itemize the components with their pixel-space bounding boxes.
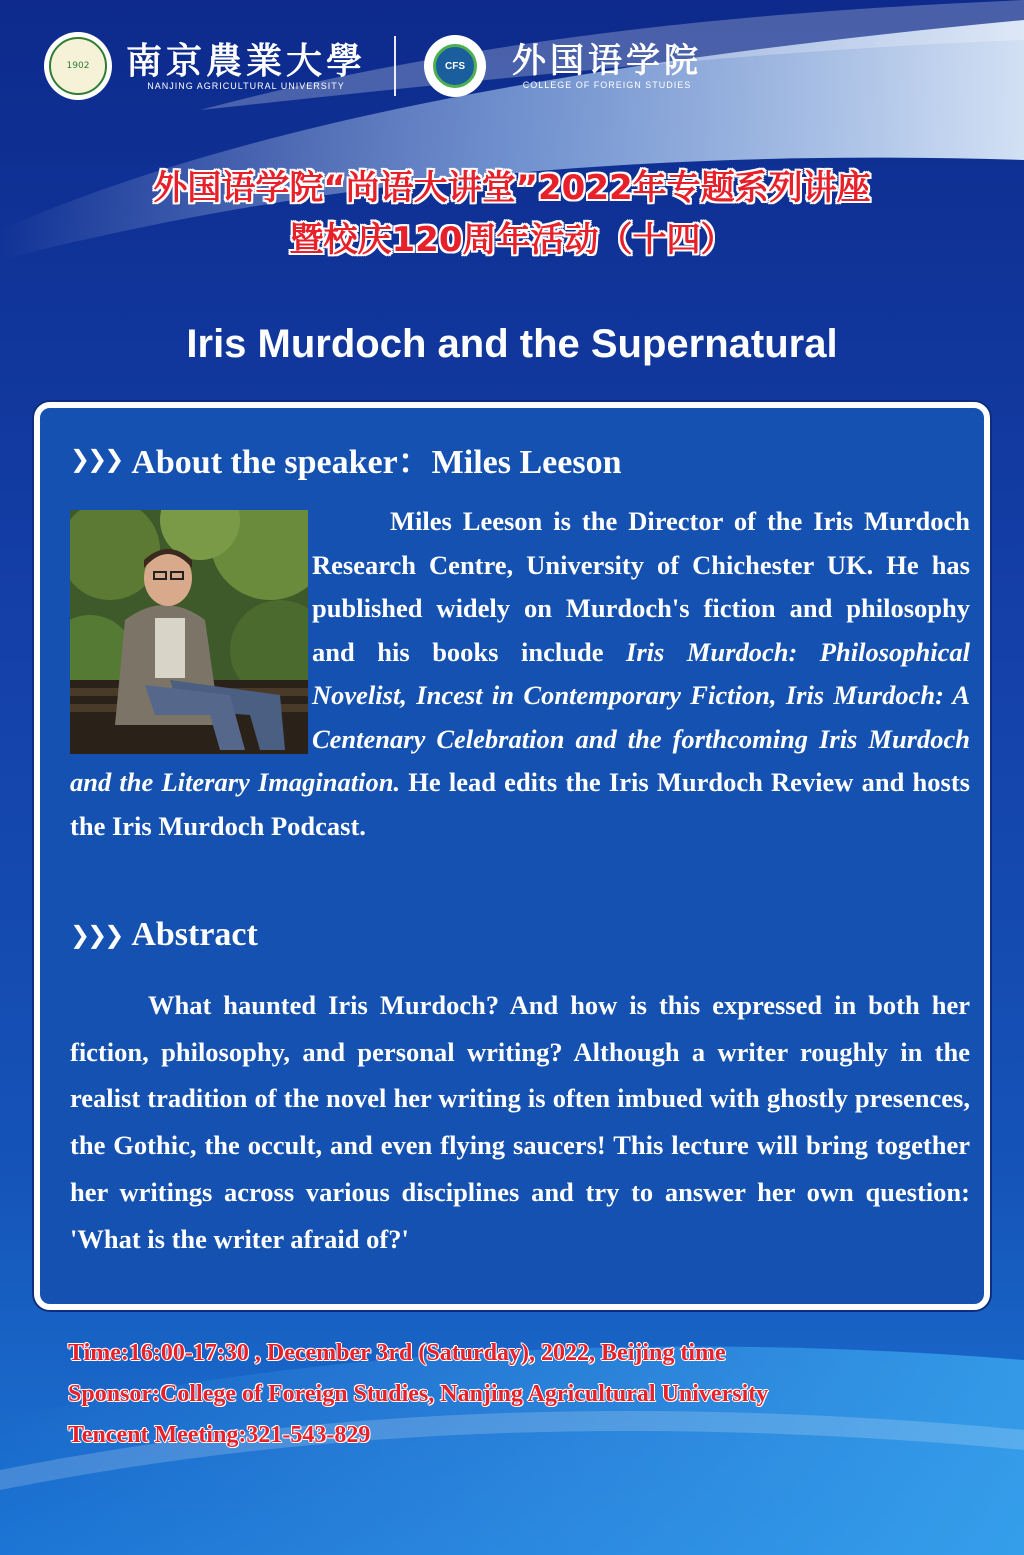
- logo-row: [46, 34, 702, 98]
- university-name: [126, 41, 366, 91]
- chevrons-icon: ❯❯❯: [70, 444, 122, 473]
- abstract-text: What haunted Iris Murdoch? And how is this expressed in both her fiction, philosophy, and personal writing? Although a writer roughly in the realist tradition of the novel her writing is often imbued with ghostly presences, the Gothic, the occult, and even flying saucers! This lecture will bring together her writings across various disciplines and try to answer her own question: 'What is the writer afraid of?': [70, 990, 970, 1254]
- university-seal-icon: [46, 34, 110, 98]
- speaker-photo: [70, 510, 308, 754]
- university-name-en: NANJING AGRICULTURAL UNIVERSITY: [147, 81, 345, 91]
- speaker-heading: [70, 434, 621, 483]
- bio-books: Iris Murdoch: Philosophical Novelist, Incest in Contemporary Fiction, Iris Murdoch: A Centenary Celebration and the forthcoming Iris Murdoch and the Literary Imagination.: [70, 636, 970, 797]
- college-seal-text: CFS: [433, 44, 477, 88]
- footer-sponsor: Sponsor:College of Foreign Studies, Nanjing Agricultural University: [68, 1381, 769, 1407]
- bio-end: He lead edits the Iris Murdoch Review and hosts the Iris Murdoch Podcast.: [70, 767, 970, 841]
- speaker-heading-text: About the speaker：Miles Leeson: [131, 444, 622, 481]
- footer-meeting: Tencent Meeting:321-543-829: [68, 1422, 371, 1448]
- university-seal-year: 1902: [49, 37, 107, 95]
- college-name: [512, 42, 702, 90]
- bio-intro: Miles Leeson is the Director of the Iris Murdoch Research Centre, University of Chichester UK. He has published widely on Murdoch's fiction and philosophy and his books include: [312, 506, 970, 667]
- logo-divider: [394, 36, 396, 96]
- chevrons-icon: ❯❯❯: [70, 921, 122, 949]
- college-name-cn: 外国语学院: [512, 41, 703, 81]
- college-seal-icon: [424, 35, 486, 97]
- chinese-title-line1: 外国语学院“尚语大讲堂”2022年专题系列讲座: [153, 168, 871, 208]
- university-name-cn: 南京農業大學: [126, 40, 367, 82]
- abstract-heading-text: Abstract: [131, 916, 258, 953]
- lecture-title: Iris Murdoch and the Supernatural: [186, 322, 838, 366]
- college-name-en: COLLEGE OF FOREIGN STUDIES: [522, 80, 692, 90]
- abstract-heading: [70, 916, 258, 954]
- header: [0, 0, 1024, 110]
- content-panel: [34, 402, 990, 1310]
- footer-time: Time:16:00-17:30 , December 3rd (Saturday), 2022, Beijing time: [68, 1340, 726, 1366]
- chinese-title-line2: 暨校庆120周年活动（十四）: [289, 220, 735, 260]
